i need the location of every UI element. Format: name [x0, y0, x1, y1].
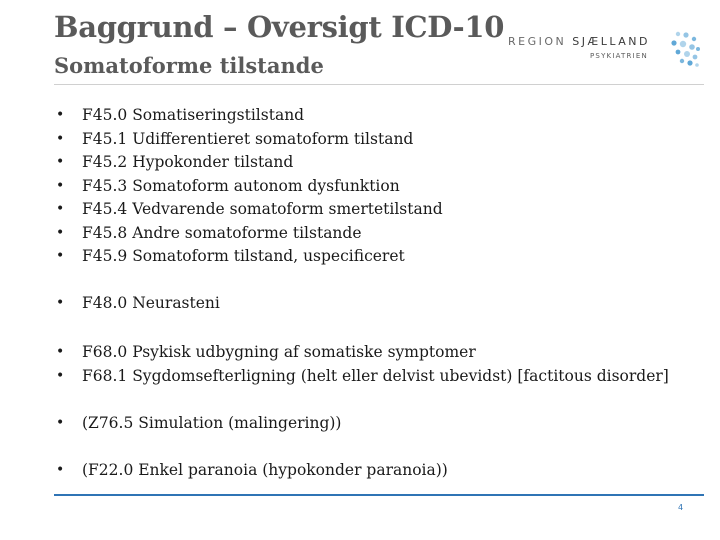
logo-dot	[695, 63, 699, 67]
list-item-text: F45.9 Somatoform tilstand, uspecificeret	[82, 247, 405, 265]
bullet-group-f48	[54, 292, 220, 316]
logo-dot	[693, 55, 698, 60]
list-item	[54, 222, 443, 246]
logo-subtitle: PSYKIATRIEN	[590, 52, 648, 60]
logo-name-prefix: REGION	[508, 35, 573, 48]
list-item	[54, 104, 443, 128]
bullet-icon: •	[56, 344, 65, 360]
bullet-group-f45	[54, 104, 443, 269]
logo-dot	[680, 59, 684, 63]
header-divider	[54, 84, 704, 85]
list-item-text: F45.0 Somatiseringstilstand	[82, 106, 305, 124]
logo-dot	[676, 50, 681, 55]
bullet-icon: •	[56, 224, 65, 241]
bullet-icon: •	[56, 367, 65, 384]
logo-dot	[680, 41, 686, 47]
logo-dot	[692, 37, 696, 41]
list-item-text: F68.1 Sygdomsefterligning (helt eller delvist ubevidst) [factitous disorder]	[82, 366, 669, 385]
logo-dots-icon	[668, 30, 704, 70]
bullet-icon: •	[56, 107, 65, 123]
logo-dot	[671, 40, 676, 45]
list-item-text: F45.3 Somatoform autonom dysfunktion	[82, 176, 400, 195]
bullet-icon: •	[56, 154, 65, 170]
list-item-text: F45.1 Udifferentieret somatoform tilstand	[82, 129, 414, 148]
bullet-icon: •	[56, 295, 65, 311]
list-item	[54, 245, 443, 269]
logo-dot	[687, 60, 692, 65]
list-item-text: F68.0 Psykisk udbygning af somatiske symptomer	[82, 343, 476, 361]
bullet-icon: •	[56, 201, 65, 217]
list-item	[54, 341, 669, 365]
logo-name	[508, 35, 650, 48]
logo-name-main: SJÆLLAND	[572, 35, 650, 48]
bullet-group-f68	[54, 341, 669, 388]
bullet-group-f22	[54, 459, 448, 483]
logo-dot	[696, 47, 700, 51]
list-item-text: F45.2 Hypokonder tilstand	[82, 153, 294, 171]
bullet-icon: •	[56, 415, 65, 431]
logo-dot	[676, 32, 680, 36]
bullet-icon: •	[56, 248, 65, 264]
list-item	[54, 412, 341, 436]
bullet-group-z76	[54, 412, 341, 436]
list-item-text: F45.8 Andre somatoforme tilstande	[82, 223, 362, 242]
logo-dot	[683, 32, 688, 37]
slide-title: Baggrund – Oversigt ICD-10	[54, 10, 505, 44]
logo-dot	[689, 44, 695, 50]
list-item-text: F45.4 Vedvarende somatoform smertetilstand	[82, 200, 443, 218]
page-number: 4	[678, 503, 684, 512]
list-item	[54, 292, 220, 316]
list-item	[54, 459, 448, 483]
region-sjaelland-logo	[508, 30, 708, 70]
list-item	[54, 175, 443, 199]
list-item-text: (Z76.5 Simulation (malingering))	[82, 414, 342, 432]
list-item	[54, 151, 443, 175]
logo-dot	[684, 51, 690, 57]
bullet-icon: •	[56, 177, 65, 194]
list-item-text: F48.0 Neurasteni	[82, 294, 220, 312]
list-item	[54, 365, 669, 389]
bullet-icon: •	[56, 462, 65, 478]
list-item	[54, 198, 443, 222]
list-item-text: (F22.0 Enkel paranoia (hypokonder paranoia))	[82, 461, 448, 479]
bullet-icon: •	[56, 130, 65, 147]
slide-subtitle: Somatoforme tilstande	[54, 53, 324, 78]
list-item	[54, 128, 443, 152]
footer-divider	[54, 494, 704, 496]
